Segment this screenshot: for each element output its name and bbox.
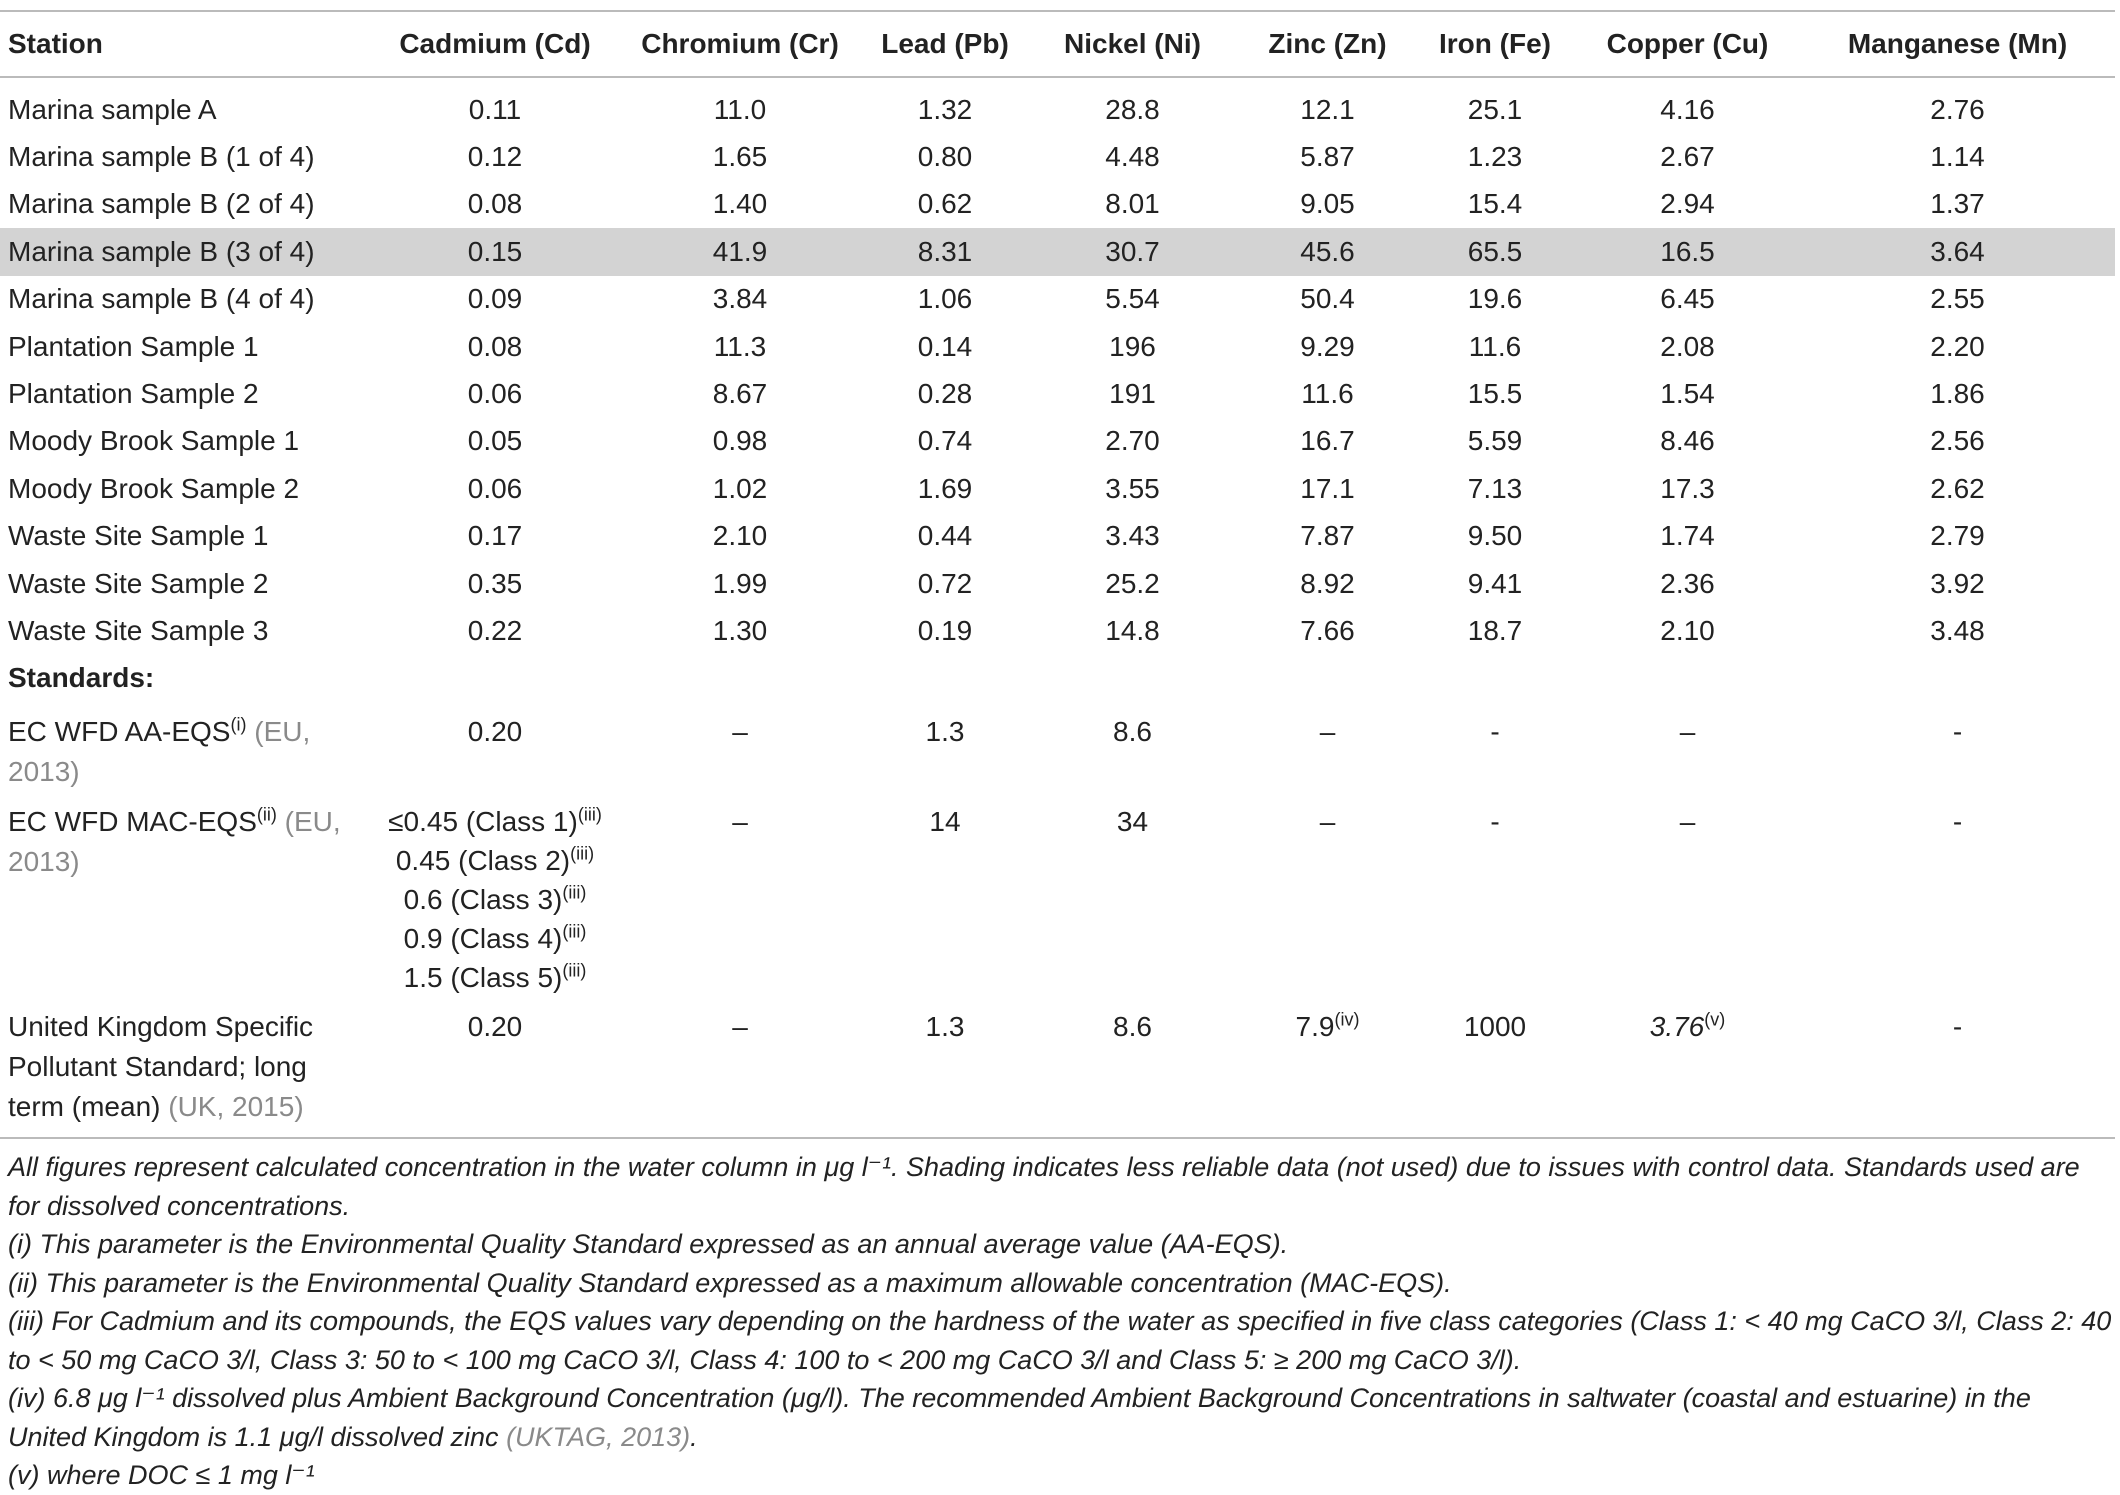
footnote-v: (v) where DOC ≤ 1 mg l⁻¹ [8, 1460, 315, 1490]
table-row [0, 276, 2115, 323]
table-cell: 0.17 [467, 520, 523, 552]
table-cell: 0.80 [917, 141, 973, 173]
table-cell: 15.5 [1467, 378, 1523, 410]
table-cell: 1.54 [1660, 378, 1715, 410]
table-cell: 8.01 [1105, 188, 1160, 220]
table-cell: 1.99 [712, 567, 768, 599]
table-cell: 12.1 [1300, 93, 1355, 125]
table-cell: 14.8 [1105, 614, 1160, 646]
table-cell: 2.55 [1930, 283, 1985, 315]
table-cell: Waste Site Sample 1 [8, 520, 269, 552]
table-cell: 1.32 [917, 93, 973, 125]
table-cell [1800, 792, 2115, 997]
footnote-marker: (v) [1704, 1009, 1726, 1030]
table-cell [1800, 997, 2115, 1138]
standard-value: 34 [1116, 806, 1149, 838]
table-cell: 6.45 [1660, 283, 1715, 315]
footnote-marker: (iii) [562, 921, 587, 942]
standard-value: – [1319, 716, 1336, 748]
table-cell: 0.14 [917, 330, 973, 362]
cadmium-class-line [381, 841, 609, 880]
table-cell [375, 997, 615, 1138]
table-cell: 17.3 [1660, 472, 1715, 504]
table-cell: 25.2 [1105, 567, 1160, 599]
standard-value: - [1952, 806, 1963, 838]
table-cell: 0.05 [467, 425, 523, 457]
cadmium-class-value: 0.9 (Class 4) [403, 923, 563, 955]
cadmium-class-value: 0.45 (Class 2) [395, 845, 571, 877]
standard-value: – [1319, 806, 1336, 838]
table-cell: 2.76 [1930, 93, 1985, 125]
table-row [0, 133, 2115, 180]
column-header: Manganese (Mn) [1847, 28, 2068, 59]
column-header: Lead (Pb) [881, 28, 1009, 59]
footnote-marker: (i) [230, 714, 247, 735]
table-header-row [0, 11, 2115, 77]
table-cell: 1.74 [1660, 520, 1715, 552]
metal-concentration-table [0, 10, 2115, 1139]
standard-row-aa [0, 702, 2115, 792]
table-cell: Marina sample B (3 of 4) [0, 228, 375, 275]
standard-value: – [1679, 806, 1696, 838]
table-cell [375, 792, 615, 997]
table-cell: Moody Brook Sample 1 [8, 425, 300, 457]
table-cell: 3.55 [1105, 472, 1160, 504]
table-cell: 9.41 [1467, 567, 1523, 599]
table-cell: 0.35 [467, 567, 523, 599]
table-cell: 9.05 [1300, 188, 1355, 220]
table-body [0, 77, 2115, 1138]
table-cell [1415, 702, 1575, 792]
table-row [0, 228, 2115, 275]
column-header: Zinc (Zn) [1268, 28, 1387, 59]
footnote-main: All figures represent calculated concentration in the water column in μg l⁻¹. Shading indicates less reliable data (not used) due to issues with control data. Standards used are for dissolved concentrations. [8, 1152, 2080, 1221]
table-cell: 1.37 [1930, 188, 1985, 220]
table-cell: 3.84 [712, 283, 768, 315]
table-cell [615, 792, 865, 997]
table-cell: 0.08 [467, 188, 523, 220]
standard-value: 1000 [1463, 1011, 1527, 1043]
table-cell: 0.74 [917, 425, 973, 457]
footnote-marker: (iii) [577, 804, 602, 825]
table-cell: 9.50 [1467, 520, 1523, 552]
table-cell [1575, 792, 1800, 997]
table-cell [1240, 997, 1415, 1138]
standard-value: 1.3 [925, 716, 965, 748]
citation: (UK, 2015) [168, 1091, 304, 1123]
standard-value: – [1679, 716, 1696, 748]
table-cell: 7.66 [1300, 614, 1355, 646]
table-cell: 1.02 [712, 472, 768, 504]
table-cell: Plantation Sample 2 [8, 378, 259, 410]
table-cell: 1.86 [1930, 378, 1985, 410]
table-cell: 2.10 [1660, 614, 1715, 646]
standard-value: - [1952, 1011, 1963, 1043]
standard-value: 8.6 [1113, 1011, 1152, 1043]
standard-label [0, 997, 375, 1138]
table-cell: 8.67 [712, 378, 768, 410]
table-cell: 11.3 [713, 330, 767, 362]
table-cell [1575, 997, 1800, 1138]
table-cell [1240, 702, 1415, 792]
table-cell [1575, 702, 1800, 792]
table-cell: 0.12 [467, 141, 523, 173]
table-cell [1415, 997, 1575, 1138]
citation: (EU, 2013) [8, 806, 341, 878]
table-cell: 191 [1109, 378, 1156, 410]
standard-value: 1.3 [925, 1011, 965, 1043]
table-row [0, 77, 2115, 133]
table-cell: 0.06 [467, 378, 523, 410]
table-cell: 2.79 [1930, 520, 1985, 552]
table-cell [1415, 792, 1575, 997]
table-cell: 196 [1109, 330, 1156, 362]
table-cell: 5.87 [1300, 141, 1355, 173]
column-header: Cadmium (Cd) [399, 28, 591, 59]
standard-value: 8.6 [1113, 716, 1152, 748]
table-cell: Plantation Sample 1 [8, 330, 259, 362]
table-cell: 1.69 [917, 472, 973, 504]
table-cell: 0.15 [375, 228, 615, 275]
table-cell: 8.92 [1300, 567, 1355, 599]
standard-value: - [1490, 716, 1500, 748]
citation: (EU, 2013) [8, 716, 311, 788]
table-row [0, 418, 2115, 465]
table-cell: 0.72 [917, 567, 973, 599]
standard-label [0, 702, 375, 792]
table-cell: 5.54 [1105, 283, 1160, 315]
table-cell: Waste Site Sample 2 [8, 567, 269, 599]
cadmium-class-value: 0.6 (Class 3) [403, 884, 563, 916]
standard-row-uk [0, 997, 2115, 1138]
column-header: Chromium (Cr) [641, 28, 839, 59]
table-cell: 0.11 [468, 93, 522, 125]
footnote-marker: (iii) [562, 882, 587, 903]
table-cell: 2.10 [712, 520, 768, 552]
table-cell: 17.1 [1300, 472, 1355, 504]
table-cell: 16.5 [1575, 228, 1800, 275]
table-cell: 2.20 [1930, 330, 1985, 362]
table-row [0, 560, 2115, 607]
cadmium-class-line [381, 958, 609, 997]
table-cell: 1.14 [1930, 141, 1985, 173]
table-cell: Waste Site Sample 3 [8, 614, 269, 646]
table-cell: 65.5 [1415, 228, 1575, 275]
standard-name: EC WFD AA-EQS [8, 716, 231, 748]
cadmium-class-value: ≤0.45 (Class 1) [388, 806, 578, 838]
table-cell: 1.30 [712, 614, 768, 646]
table-cell: 11.0 [713, 93, 767, 125]
table-cell: 0.09 [467, 283, 523, 315]
table-cell: 9.29 [1300, 330, 1355, 362]
table-cell: 5.59 [1467, 425, 1523, 457]
standard-value: - [1490, 806, 1500, 838]
table-cell: 3.92 [1930, 567, 1985, 599]
table-cell: 16.7 [1300, 425, 1355, 457]
standard-value: - [1952, 716, 1963, 748]
table-row [0, 370, 2115, 417]
cadmium-class-line [381, 919, 609, 958]
table-cell: 30.7 [1025, 228, 1240, 275]
table-cell: 2.56 [1930, 425, 1985, 457]
table-cell [615, 997, 865, 1138]
standard-row-mac [0, 792, 2115, 997]
cadmium-class-line [381, 802, 609, 841]
table-cell: 0.08 [467, 330, 523, 362]
table-cell: 3.48 [1930, 614, 1985, 646]
table-cell [615, 702, 865, 792]
standard-value: 3.76 [1649, 1011, 1705, 1043]
table-cell: 11.6 [1301, 378, 1354, 410]
table-cell: 2.36 [1660, 567, 1715, 599]
table-cell: 19.6 [1467, 283, 1523, 315]
standard-value: 0.20 [467, 1011, 523, 1043]
footnote-i: (i) This parameter is the Environmental Quality Standard expressed as an annual average value (AA-EQS). [8, 1229, 1289, 1259]
footnote-iv-text: (iv) 6.8 μg l⁻¹ dissolved plus Ambient Background Concentration (μg/l). The recommended Ambient Background Concentrations in saltwater (coastal and estuarine) in the United Kingdom is 1.1 μg/l dissolved zinc [8, 1383, 2031, 1452]
footnote-marker: (iii) [562, 960, 587, 981]
table-cell [1025, 702, 1240, 792]
table-cell: 50.4 [1300, 283, 1355, 315]
table-cell: 1.40 [712, 188, 768, 220]
table-cell: 0.98 [712, 425, 768, 457]
table-row [0, 607, 2115, 654]
table-cell: 7.87 [1300, 520, 1355, 552]
table-cell: 1.06 [917, 283, 973, 315]
column-header: Copper (Cu) [1606, 28, 1769, 59]
standard-value: – [732, 1011, 748, 1043]
table-cell [865, 997, 1025, 1138]
table-row [0, 513, 2115, 560]
table-cell: 0.06 [467, 472, 523, 504]
table-cell: 45.6 [1240, 228, 1415, 275]
table-cell: Moody Brook Sample 2 [8, 472, 300, 504]
footnote-ii: (ii) This parameter is the Environmental Quality Standard expressed as a maximum allowable concentration (MAC-EQS). [8, 1267, 1452, 1298]
table-cell: 4.16 [1660, 93, 1715, 125]
table-cell: 3.64 [1800, 228, 2115, 275]
table-cell [865, 702, 1025, 792]
table-cell: 2.67 [1660, 141, 1715, 173]
cadmium-class-line [381, 880, 609, 919]
standard-name: EC WFD MAC-EQS [8, 806, 257, 838]
table-cell [1240, 792, 1415, 997]
table-cell: 7.13 [1467, 472, 1523, 504]
table-cell: 0.28 [917, 378, 973, 410]
table-cell: 18.7 [1467, 614, 1523, 646]
column-header: Nickel (Ni) [1064, 28, 1201, 59]
table-cell: 0.62 [917, 188, 973, 220]
table-cell: Marina sample B (1 of 4) [8, 141, 315, 173]
table-cell: 0.22 [467, 614, 523, 646]
footnote-marker: (iv) [1334, 1009, 1360, 1030]
footnote-iii: (iii) For Cadmium and its compounds, the EQS values vary depending on the hardness of the water as specified in five class categories (Class 1: < 40 mg CaCO 3/l, Class 2: 40 to < 50 mg CaCO 3/l, Class 3: 50 to < 100 mg CaCO 3/l, Class 4: 100 to < 200 mg CaCO 3/l and Class 5: ≥ 200 mg CaCO 3/l). [8, 1306, 2112, 1375]
table-cell: 2.94 [1660, 188, 1715, 220]
table-cell: 0.44 [917, 520, 973, 552]
table-cell: 2.62 [1930, 472, 1985, 504]
standard-value: 14 [929, 806, 961, 838]
table-cell: Marina sample B (4 of 4) [8, 283, 315, 315]
table-cell: 2.70 [1105, 425, 1160, 457]
standard-name: United Kingdom Specific Pollutant Standard; long term (mean) [8, 1011, 314, 1123]
standard-value: 7.9 [1295, 1011, 1335, 1043]
table-cell [1025, 792, 1240, 997]
table-row [0, 465, 2115, 512]
standard-label [0, 792, 375, 997]
table-cell: 8.31 [865, 228, 1025, 275]
standard-value: – [732, 806, 748, 838]
table-cell: 25.1 [1467, 93, 1523, 125]
footnote-iv-citation: (UKTAG, 2013) [506, 1421, 691, 1452]
table-row [0, 181, 2115, 228]
table-footnotes [8, 1148, 2113, 1495]
table-cell [1025, 997, 1240, 1138]
table-cell [1800, 702, 2115, 792]
footnote-marker: (ii) [256, 804, 277, 825]
table-cell: 15.4 [1467, 188, 1523, 220]
column-header: Iron (Fe) [1439, 28, 1551, 59]
table-cell: 4.48 [1105, 141, 1160, 173]
table-cell: 11.6 [1468, 330, 1522, 362]
table-cell: 41.9 [615, 228, 865, 275]
table-cell: 0.19 [917, 614, 973, 646]
table-cell: Marina sample A [8, 93, 217, 125]
footnote-marker: (iii) [570, 843, 595, 864]
standards-section-row [0, 655, 2115, 702]
table-row [0, 323, 2115, 370]
table-cell [375, 702, 615, 792]
table-cell: Marina sample B (2 of 4) [8, 188, 315, 220]
cadmium-class-value: 1.5 (Class 5) [403, 962, 563, 994]
table-cell: 3.43 [1105, 520, 1160, 552]
table-cell: 2.08 [1660, 330, 1715, 362]
column-header: Station [8, 28, 103, 59]
standard-value: – [732, 716, 748, 748]
standards-heading: Standards: [8, 662, 155, 694]
table-cell: 28.8 [1105, 93, 1160, 125]
footnote-iv: (iv) 6.8 μg l⁻¹ dissolved plus Ambient Background Concentration (μg/l). The recommended Ambient Background Concentrations in saltwater (coastal and estuarine) in the United Kingdom is 1.1 μg/l dissolved zinc (UKTAG, 2013). [8, 1383, 2031, 1452]
table-cell: 1.23 [1467, 141, 1523, 173]
standard-value: 0.20 [467, 716, 523, 748]
table-cell [865, 792, 1025, 997]
table-cell: 1.65 [712, 141, 768, 173]
table-cell: 8.46 [1660, 425, 1715, 457]
